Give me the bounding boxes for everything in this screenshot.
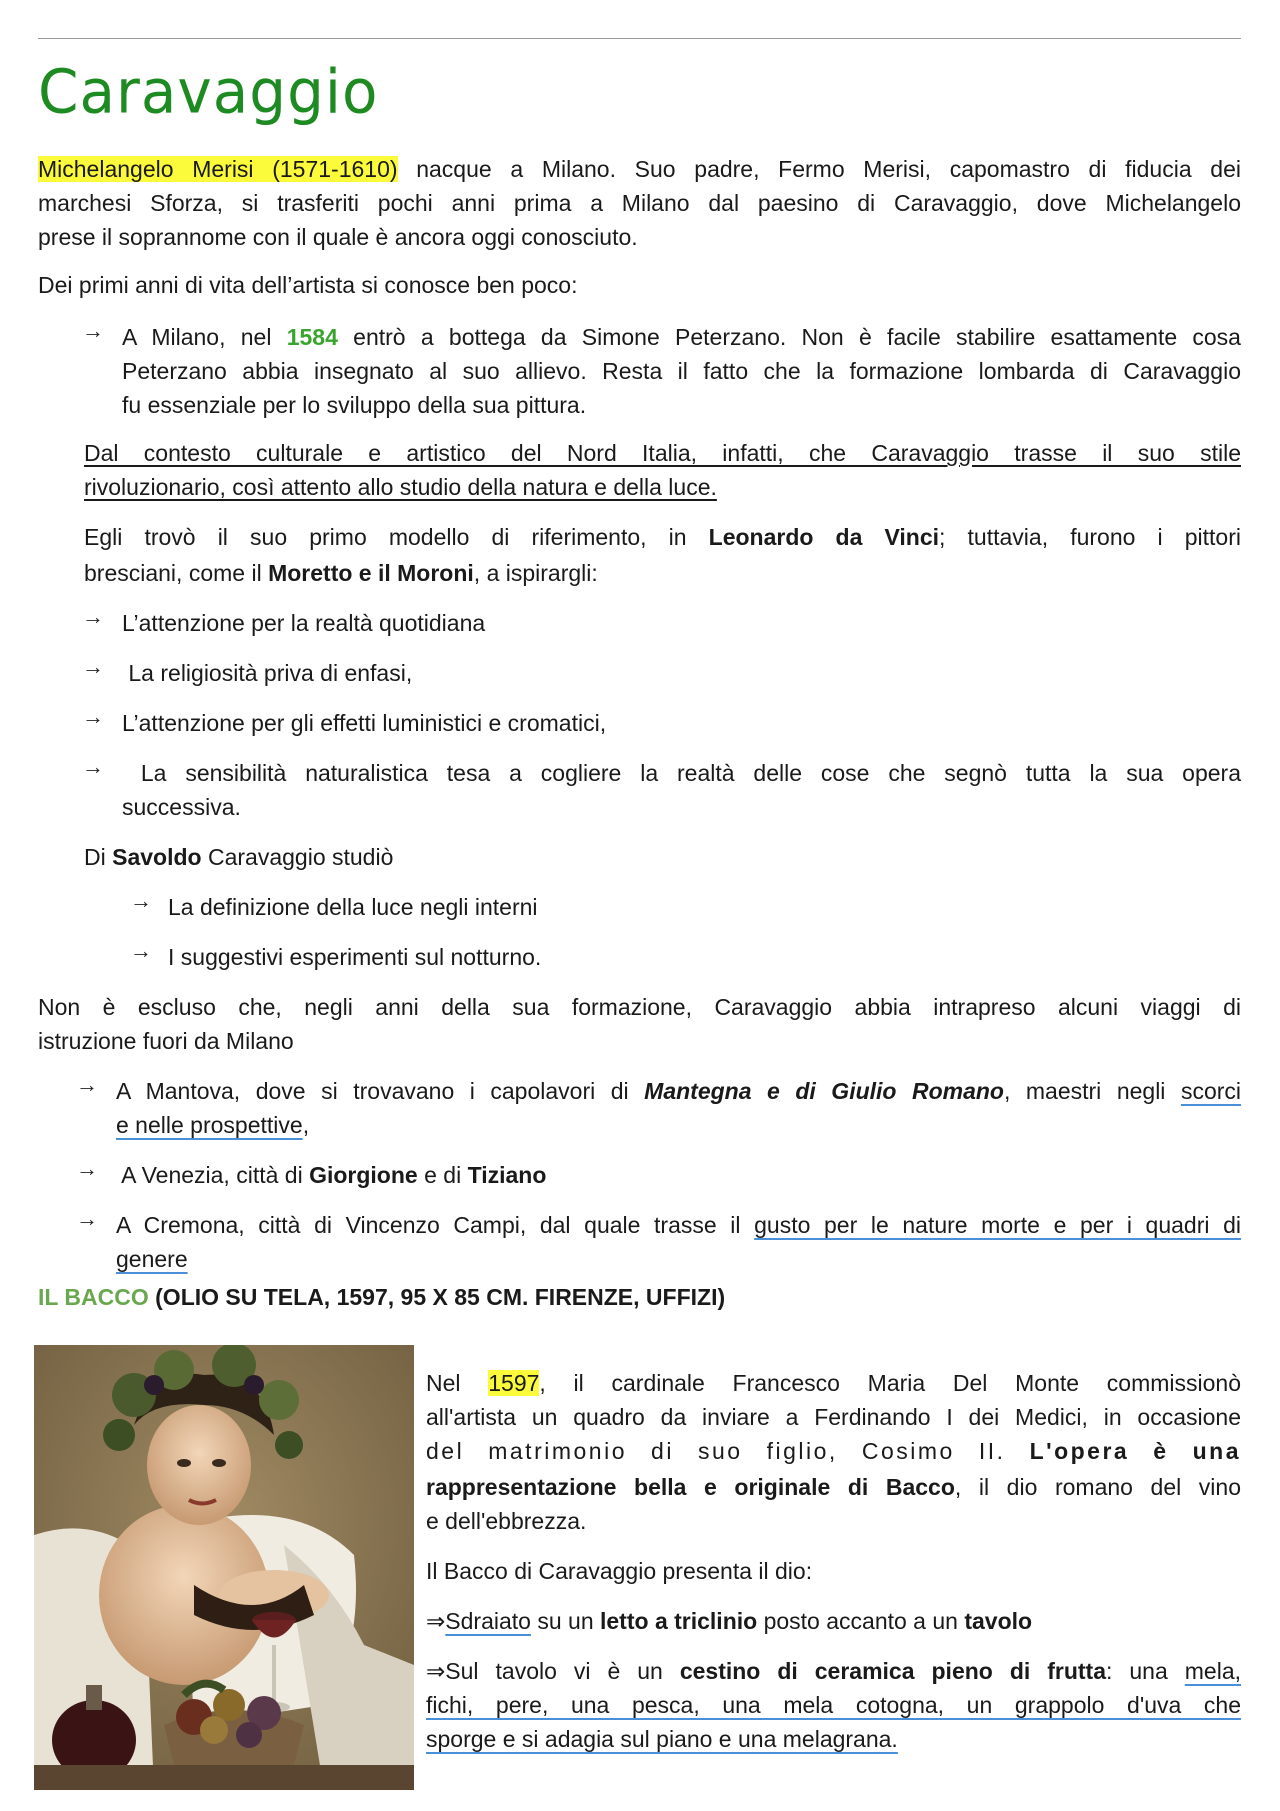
bacco-point-2-line-3: sporge e si adagia sul piano e una melagrana. — [426, 1726, 898, 1752]
mantova-line-1: A Mantova, dove si trovavano i capolavori di Mantegna e di Giulio Romano, maestri negli scorci — [116, 1078, 1241, 1104]
bacco-line-5: e dell'ebbrezza. — [426, 1508, 587, 1534]
underlined-line-2: rivoluzionario, così attento allo studio della natura e della luce. — [84, 474, 717, 500]
travels-line-1: Non è escluso che, negli anni della sua formazione, Caravaggio abbia intrapreso alcuni viaggi di — [38, 994, 1241, 1020]
bacco-line-3: del matrimonio di suo figlio, Cosimo II. L'opera è una — [426, 1438, 1241, 1464]
top-rule — [38, 38, 1241, 39]
bacco-line-1: Nel 1597, il cardinale Francesco Maria Del Monte commissionò — [426, 1370, 1242, 1396]
intro-line-1: Michelangelo Merisi (1571-1610) nacque a Milano. Suo padre, Fermo Merisi, capomastro di fiducia dei — [38, 156, 1241, 182]
inspiration-item: L’attenzione per gli effetti luministici e cromatici, — [122, 710, 607, 736]
arrow-right-icon: → — [76, 1206, 98, 1231]
bacco-point-2-line-2: fichi, pere, una pesca, una mela cotogna, un grappolo d'uva che — [426, 1692, 1241, 1718]
inspiration-item: La sensibilità naturalistica tesa a cogliere la realtà delle cose che segnò tutta la sua opera — [122, 760, 1241, 786]
year-1584: 1584 — [286, 324, 338, 350]
giorgione-name: Giorgione — [309, 1162, 418, 1188]
model-line-2: bresciani, come il Moretto e il Moroni, a ispirargli: — [84, 560, 598, 586]
cremona-line-1: A Cremona, città di Vincenzo Campi, dal quale trasse il gusto per le nature morte e per i quadri di — [116, 1212, 1242, 1238]
arrow-right-icon: → — [76, 1072, 98, 1097]
arrow-right-icon: → — [76, 1156, 98, 1181]
name-highlight: Michelangelo Merisi (1571-1610) — [38, 156, 398, 182]
leonardo-name: Leonardo da Vinci — [708, 524, 940, 550]
early-years-text: Dei primi anni di vita dell’artista si conosce ben poco: — [38, 272, 578, 298]
intro-line-3: prese il soprannome con il quale è ancora oggi conosciuto. — [38, 224, 638, 250]
inspiration-item: L’attenzione per la realtà quotidiana — [122, 610, 486, 636]
travels-line-2: istruzione fuori da Milano — [38, 1028, 294, 1054]
savoldo-item: I suggestivi esperimenti sul notturno. — [168, 944, 542, 970]
double-arrow-icon: ⇒ — [426, 1608, 446, 1634]
page-title: Caravaggio — [38, 56, 379, 128]
milano-line-1: A Milano, nel 1584 entrò a bottega da Simone Peterzano. Non è facile stabilire esattamente cosa — [122, 324, 1241, 350]
year-1597-highlight: 1597 — [488, 1370, 540, 1396]
section-heading: IL BACCO (OLIO SU TELA, 1597, 95 X 85 CM. FIRENZE, UFFIZI) — [38, 1284, 726, 1310]
savoldo-item: La definizione della luce negli interni — [168, 894, 538, 920]
savoldo-line: Di Savoldo Caravaggio studiò — [84, 844, 394, 870]
arrow-right-icon: → — [82, 754, 104, 779]
milano-line-2: Peterzano abbia insegnato al suo allievo. Resta il fatto che la formazione lombarda di Caravaggio — [122, 358, 1241, 384]
intro-line-2: marchesi Sforza, si trasferiti pochi anni prima a Milano dal paesino di Caravaggio, dove Michelangelo — [38, 190, 1241, 216]
bacco-point-2-line-1: ⇒Sul tavolo vi è un cestino di ceramica pieno di frutta: una mela, — [426, 1658, 1242, 1684]
mantegna-romano: Mantegna e di Giulio Romano — [644, 1078, 1004, 1104]
arrow-right-icon: → — [82, 654, 104, 679]
model-line-1: Egli trovò il suo primo modello di riferimento, in Leonardo da Vinci; tuttavia, furono i pittori — [84, 524, 1241, 550]
arrow-right-icon: → — [130, 888, 152, 913]
arrow-right-icon: → — [82, 318, 104, 343]
venezia-line: A Venezia, città di Giorgione e di Tiziano — [116, 1162, 547, 1188]
bacco-line-4: rappresentazione bella e originale di Bacco, il dio romano del vino — [426, 1474, 1241, 1500]
moretto-moroni-name: Moretto e il Moroni — [268, 560, 474, 586]
bacco-presenta: Il Bacco di Caravaggio presenta il dio: — [426, 1558, 813, 1584]
mantova-line-2: e nelle prospettive, — [116, 1112, 310, 1138]
double-arrow-icon: ⇒ — [426, 1658, 446, 1684]
underlined-line-1: Dal contesto culturale e artistico del Nord Italia, infatti, che Caravaggio trasse il suo stile — [84, 440, 1241, 466]
inspiration-item-cont: successiva. — [122, 794, 241, 820]
inspiration-item: La religiosità priva di enfasi, — [122, 660, 413, 686]
milano-line-3: fu essenziale per lo sviluppo della sua pittura. — [122, 392, 587, 418]
arrow-right-icon: → — [82, 604, 104, 629]
cremona-line-2: genere — [116, 1246, 188, 1272]
savoldo-name: Savoldo — [112, 844, 202, 870]
bacco-line-2: all'artista un quadro da inviare a Ferdinando I dei Medici, in occasione — [426, 1404, 1241, 1430]
bacco-point-1: ⇒Sdraiato su un letto a triclinio posto accanto a un tavolo — [426, 1608, 1033, 1634]
tiziano-name: Tiziano — [467, 1162, 547, 1188]
arrow-right-icon: → — [82, 704, 104, 729]
arrow-right-icon: → — [130, 938, 152, 963]
bacco-painting — [34, 1345, 414, 1790]
